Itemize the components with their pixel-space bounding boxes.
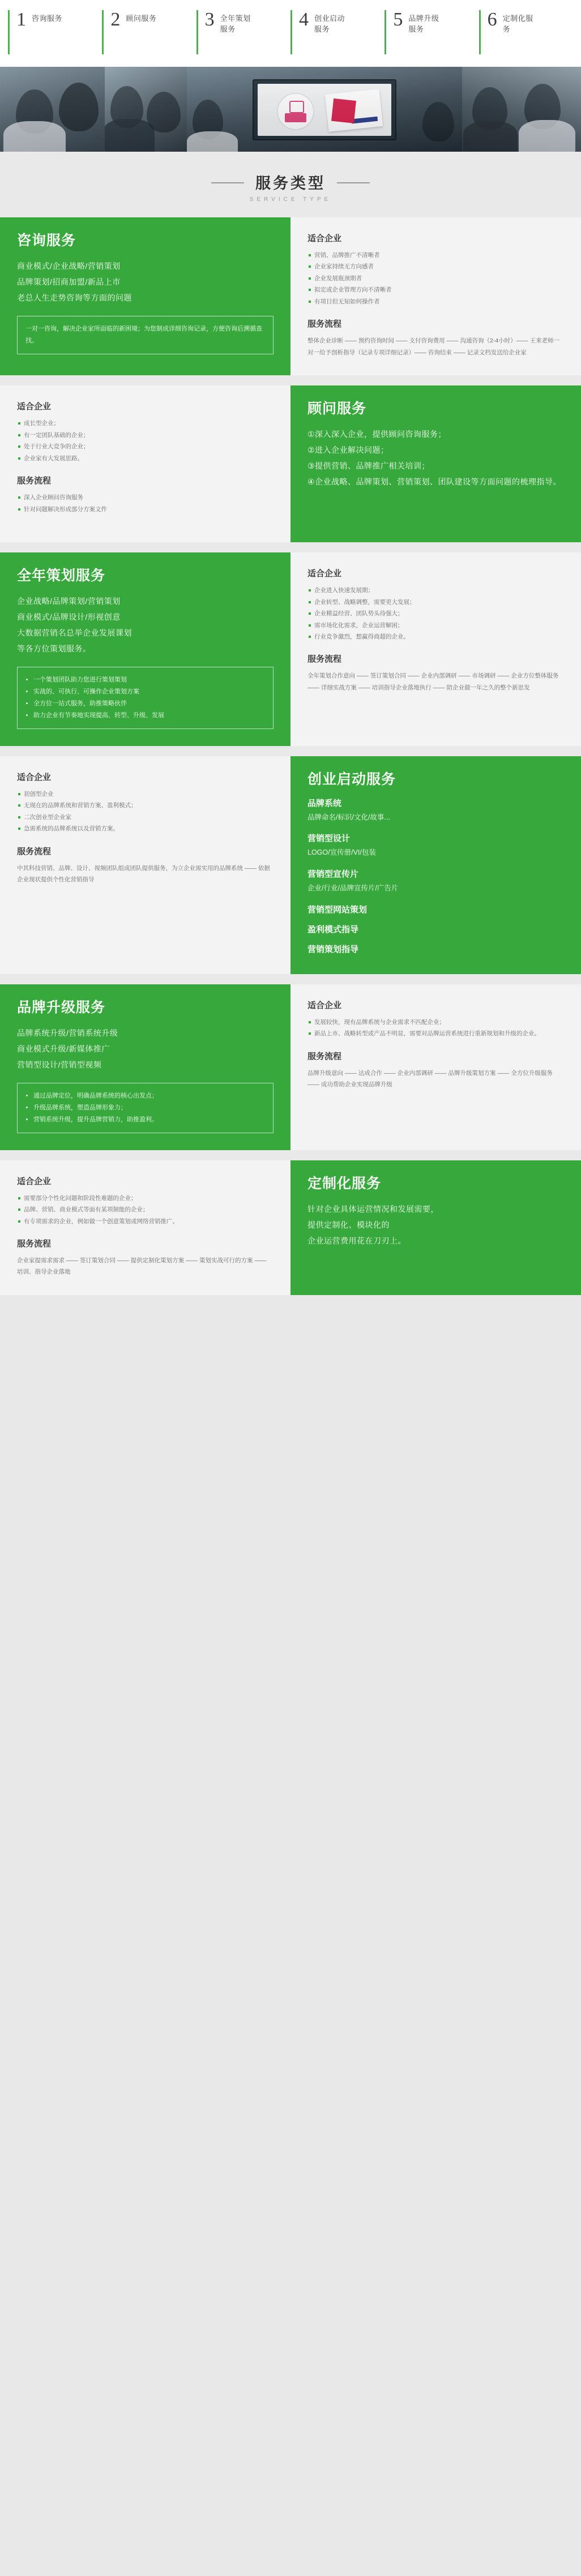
fit-list (307, 1017, 564, 1040)
topnav-label: 全年策划服务 (220, 14, 251, 33)
annual-line: 等各方位策划服务。 (17, 644, 91, 654)
fit-item: 企业精益经营、团队势头待强大； (307, 608, 564, 619)
fit-title: 适合企业 (17, 402, 52, 412)
fit-item: 急需系统的品牌系统以及营销方案。 (17, 823, 274, 834)
topnav-item-4[interactable] (290, 10, 385, 54)
flow-title: 服务流程 (307, 319, 342, 329)
advisor-line: ③提供营销、品牌推广相关培训； (307, 461, 430, 471)
advisor-line: ④企业战略、品牌策划、营销策划、团队建设等方面问题的梳理指导。 (307, 477, 562, 487)
consulting-line: 商业模式/企业战略/营销策划 (17, 262, 121, 271)
title-rule-left (211, 182, 244, 183)
upgrade-green-pane (0, 984, 290, 1150)
flow-text: 中其科技营销、品牌、设计、视频团队组成团队提供服务，为立企业需实用的品牌系统 —— 依据企业现状提供个性化营销指导 (17, 864, 270, 883)
flow-title: 服务流程 (17, 1238, 52, 1249)
topnav-number: 4 (298, 9, 309, 30)
flow-text: 全年策划合作意向 —— 签订策划合同 —— 企业内部调研 —— 市场调研 —— 企业方位整体服务 —— 详细实战方案 —— 培训指导企业落地执行 —— 陪企业做一年之久的整个新思发 (307, 672, 559, 691)
flow-title: 服务流程 (307, 654, 342, 665)
upgrade-grey-pane (290, 984, 581, 1150)
consulting-note: 一对一咨询，解决企业家所面临的新困境；为您制成详细咨询记录，方便咨询后溯循查找。 (17, 316, 274, 354)
fit-item: 企业进入快速发展期； (307, 585, 564, 596)
flow-title: 服务流程 (17, 846, 52, 856)
fit-item: 需要部分个性化问题和阶段性难题的企业； (17, 1193, 274, 1204)
consulting-line: 品牌策划/招商加盟/新品上市 (17, 277, 121, 286)
upgrade-line: 商业模式升级/新媒体推广 (17, 1044, 110, 1053)
startup-title: 创业启动服务 (307, 771, 396, 787)
advisor-line: ①深入深入企业，提供顾问咨询服务； (307, 430, 447, 439)
fit-title: 适合企业 (307, 569, 342, 579)
service-block-advisor (0, 385, 581, 542)
startup-group-desc: 品牌命名/标识/文化/故事... (307, 813, 390, 821)
topnav-label: 咨询服务 (32, 14, 63, 23)
startup-group-heading: 营销型网站策划 (307, 905, 368, 915)
topnav-number: 3 (204, 9, 215, 30)
service-block-annual (0, 552, 581, 746)
startup-group-heading: 营销型宣传片 (307, 869, 359, 880)
custom-lines (307, 1201, 564, 1249)
upgrade-note-item: • 营销系统升级，提升品牌营销力，助推盈利。 (33, 1114, 265, 1126)
section-header (0, 152, 581, 217)
upgrade-title: 品牌升级服务 (17, 999, 106, 1015)
upgrade-note-item: • 升级品牌系统，塑造品牌形象力； (33, 1102, 265, 1114)
advisor-green-pane (290, 385, 581, 542)
topnav-number: 5 (393, 9, 403, 30)
advisor-lines (307, 426, 564, 490)
topnav-item-6[interactable] (479, 10, 573, 54)
page-subtitle: SERVICE TYPE (249, 196, 332, 203)
flow-list (17, 492, 274, 515)
fit-item: 拟定或企业管理方向不清晰者 (307, 284, 564, 295)
annual-note (17, 667, 274, 729)
custom-grey-pane (0, 1160, 290, 1295)
fit-item: 企业发展瓶颈期者 (307, 273, 564, 284)
fit-item: 企业转型、战略调整，需要更大发展； (307, 597, 564, 608)
startup-group-heading: 营销策划指导 (307, 944, 359, 954)
startup-green-pane (290, 756, 581, 974)
annual-lines (17, 593, 274, 657)
startup-group-desc: LOGO/宣传册/VI/包装 (307, 848, 376, 857)
annual-green-pane (0, 552, 290, 746)
fit-title: 适合企业 (307, 1000, 342, 1010)
fit-item: 二次创业型企业家 (17, 812, 274, 823)
consulting-lines (17, 258, 274, 306)
flow-item: 深入企业顾问咨询服务 (17, 492, 274, 503)
annual-line: 大数据营销名总举企业发展课划 (17, 628, 132, 638)
topnav-label: 创业启动服务 (314, 14, 345, 33)
fit-item: 有一定团队基础的企业； (17, 430, 274, 441)
fit-item: 企业家持续无方向感者 (307, 261, 564, 272)
advisor-title: 顾问服务 (307, 401, 367, 417)
flow-text: 品牌升级意向 —— 达成合作 —— 企业内部调研 —— 品牌升级策划方案 —— 全方位升级服务 —— 成功帮助企业实现品牌升级 (307, 1069, 553, 1088)
page-title-text: 服务类型 (255, 175, 326, 192)
fit-item: 发展较快，现有品牌系统与企业需求不匹配企业； (307, 1017, 564, 1028)
fit-item: 有项目但无知如何操作者 (307, 296, 564, 307)
upgrade-line: 品牌系统升级/营销系统升级 (17, 1028, 118, 1038)
consulting-line: 老总人生走势咨询等方面的问题 (17, 293, 132, 302)
startup-group-heading: 品牌系统 (307, 798, 342, 808)
topnav-item-2[interactable] (102, 10, 196, 54)
service-block-startup (0, 756, 581, 974)
page-title (211, 171, 370, 193)
annual-line: 企业战略/品牌策划/营销策划 (17, 597, 121, 606)
fit-item: 有专项需求的企业，例如做一个创意策划或网络营销推广。 (17, 1216, 274, 1227)
annual-note-item: • 全方位一站式服务，助推策略伙伴 (33, 698, 265, 710)
hero-photo-band (0, 67, 581, 152)
hero-photo-presentation (187, 67, 462, 152)
fit-list (17, 788, 274, 835)
annual-grey-pane (290, 552, 581, 746)
flow-text: 企业家提需求需求 —— 签订策划合同 —— 提供定制化策划方案 —— 策划实战可行的方案 —— 培训、指导企业落地 (17, 1257, 267, 1276)
consulting-grey-pane (290, 217, 581, 375)
fit-list (307, 250, 564, 307)
topnav-number: 2 (110, 9, 121, 30)
service-block-consulting (0, 217, 581, 375)
upgrade-lines (17, 1025, 274, 1073)
upgrade-line: 营销型设计/营销型视频 (17, 1060, 102, 1069)
fit-item: 品牌、营销、商业模式等面有某项制能的企业； (17, 1204, 274, 1215)
fit-item: 企业家有大发展思路。 (17, 453, 274, 464)
annual-line: 商业模式/品牌设计/形视创意 (17, 612, 121, 622)
custom-title: 定制化服务 (307, 1175, 382, 1191)
startup-grey-pane (0, 756, 290, 974)
startup-group-heading: 营销型设计 (307, 834, 351, 844)
fit-item: 处于行业大竞争的企业； (17, 441, 274, 452)
title-rule-right (337, 182, 370, 183)
fit-list (307, 585, 564, 642)
startup-group-heading: 盈利模式指导 (307, 924, 359, 935)
service-block-upgrade (0, 984, 581, 1150)
topnav-label: 顾问服务 (126, 14, 157, 23)
topnav-number: 1 (16, 9, 26, 30)
annual-note-item: • 一个策划团队助力您进行策划策划 (33, 674, 265, 686)
fit-item: 成长型企业； (17, 418, 274, 429)
service-block-custom (0, 1160, 581, 1295)
topnav-number: 6 (487, 9, 497, 30)
topnav-label: 定制化服务 (502, 14, 533, 33)
fit-title: 适合企业 (17, 772, 52, 782)
consulting-title: 咨询服务 (17, 233, 76, 248)
flow-title: 服务流程 (307, 1051, 342, 1061)
hero-photo-3 (462, 67, 581, 152)
upgrade-note-item: • 通过品牌定位，明确品牌系统的核心出发点； (33, 1090, 265, 1102)
custom-line: 企业运营费用花在刀刃上。 (307, 1236, 406, 1245)
hero-photo-2 (105, 67, 187, 152)
fit-title: 适合企业 (17, 1176, 52, 1186)
annual-note-item: • 助力企业有节奏地实现提高、转型、升级、发展 (33, 710, 265, 722)
fit-item: 无现在的品牌系统和营销方案、盈利模式； (17, 800, 274, 811)
consulting-green-pane (0, 217, 290, 375)
fit-item: 行业竞争激烈，想赢得商超的企业。 (307, 631, 564, 642)
fit-item: 新品上市、战略转型或产品不明显，需要对品牌运营系统进行重新规划和升级的企业。 (307, 1028, 564, 1039)
topnav-item-3[interactable] (196, 10, 290, 54)
fit-list (17, 1193, 274, 1227)
custom-line: 提供定制化、模块化的 (307, 1220, 390, 1229)
topnav-item-5[interactable] (385, 10, 479, 54)
annual-title: 全年策划服务 (17, 568, 106, 584)
fit-list (17, 418, 274, 464)
upgrade-note (17, 1083, 274, 1133)
fit-title: 适合企业 (307, 234, 342, 243)
fit-item: 需市场化化需求，企业运营解困； (307, 620, 564, 631)
fit-item: 初创型企业 (17, 788, 274, 800)
flow-title: 服务流程 (17, 476, 52, 486)
annual-note-item: • 实战的、可执行、可操作企业策划方案 (33, 686, 265, 698)
hero-photo-1 (0, 67, 105, 152)
top-number-nav (0, 0, 581, 67)
fit-item: 营销、品牌推广不清晰者 (307, 250, 564, 261)
flow-item: 针对问题解决形成部分方案文件 (17, 504, 274, 515)
advisor-line: ②进入企业解决问题； (307, 445, 389, 455)
advisor-grey-pane (0, 385, 290, 542)
custom-green-pane (290, 1160, 581, 1295)
topnav-label: 品牌升级服务 (408, 14, 439, 33)
startup-group-desc: 企业/行业/品牌宣传片/广告片 (307, 884, 399, 893)
topnav-item-1[interactable] (8, 10, 102, 54)
flow-text: 整体企业诊断 —— 预约咨询时间 —— 支付咨询费用 —— 沟通咨询（2-4小时）—— 王来老师一对一给予剖析指导（记录专项详细记录）—— 咨询结束 —— 记录文档发送给企业家 (307, 337, 560, 356)
custom-line: 针对企业具体运营情况和发展需要， (307, 1204, 439, 1214)
